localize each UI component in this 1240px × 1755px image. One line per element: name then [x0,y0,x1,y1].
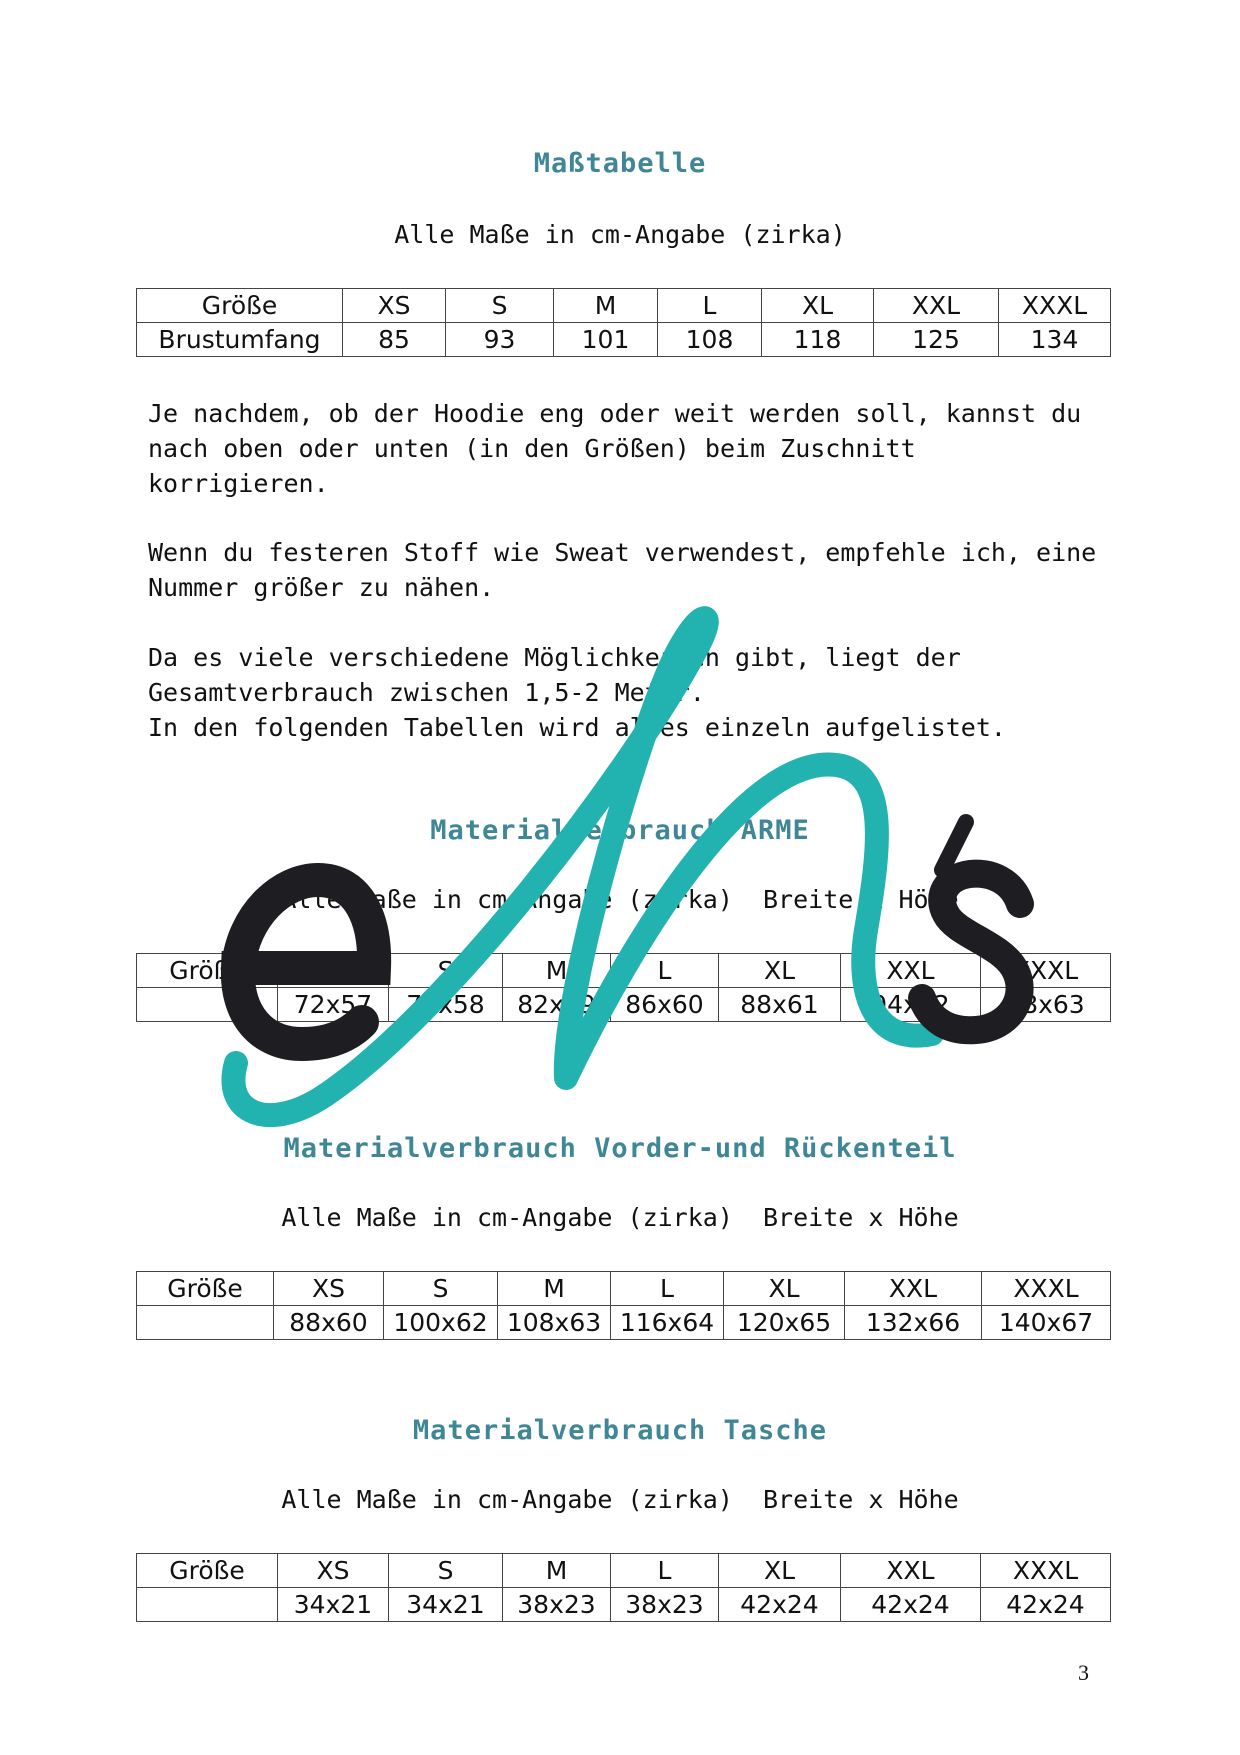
value-cell: 38x23 [503,1588,611,1622]
size-cell: XL [719,1554,841,1588]
size-cell: XXXL [981,954,1111,988]
value-cell: 93 [446,323,554,357]
table-row [137,323,1111,357]
size-cell: XL [762,289,874,323]
table-header-row [137,1554,1111,1588]
size-cell: L [611,1554,719,1588]
note-paragraph-total [148,640,1128,745]
size-cell: XL [719,954,841,988]
page-number: 3 [1078,1660,1089,1685]
note-paragraph-fit [148,396,1128,501]
value-cell: 116x64 [611,1306,724,1340]
value-cell: 34x21 [389,1588,503,1622]
value-cell: 88x60 [274,1306,384,1340]
table-header-row [137,1272,1111,1306]
value-cell: 76x58 [389,988,503,1022]
note-line: In den folgenden Tabellen wird alles einzeln aufgelistet. [148,713,1006,742]
size-cell: S [389,1554,503,1588]
size-header-label: Größe [137,1272,274,1306]
size-cell: XS [278,954,389,988]
tasche-title: Materialverbrauch Tasche [412,1415,828,1446]
size-cell: XXXL [982,1272,1111,1306]
tasche-subtitle: Alle Maße in cm-Angabe (zirka) Breite x Höhe [281,1485,959,1514]
table-row [137,988,1111,1022]
tasche-table [136,1553,1111,1622]
size-cell: L [658,289,762,323]
size-cell: XXL [841,954,981,988]
size-cell: XS [274,1272,384,1306]
note-line: Wenn du festeren Stoff wie Sweat verwendest, empfehle ich, eine [148,538,1097,567]
size-cell: XXXL [999,289,1111,323]
value-cell: 88x61 [719,988,841,1022]
note-paragraph-fabric [148,535,1128,605]
row-label [137,1306,274,1340]
table-header-row [137,289,1111,323]
value-cell: 34x21 [278,1588,389,1622]
value-cell: 101 [554,323,658,357]
size-cell: L [611,1272,724,1306]
size-cell: S [446,289,554,323]
value-cell: 132x66 [845,1306,982,1340]
size-cell: XS [343,289,446,323]
value-cell: 82x59 [503,988,611,1022]
note-line: Gesamtverbrauch zwischen 1,5-2 Meter. [148,678,705,707]
size-header-label: Größe [137,954,278,988]
note-line: korrigieren. [148,469,329,498]
value-cell: 42x24 [981,1588,1111,1622]
value-cell: 94x62 [841,988,981,1022]
value-cell: 125 [874,323,999,357]
value-cell: 108 [658,323,762,357]
size-cell: S [389,954,503,988]
size-cell: M [503,954,611,988]
note-line: Da es viele verschiedene Möglichkeiten gibt, liegt der [148,643,961,672]
size-header-label: Größe [137,289,343,323]
value-cell: 108x63 [498,1306,611,1340]
size-cell: XXXL [981,1554,1111,1588]
row-label [137,1588,278,1622]
value-cell: 134 [999,323,1111,357]
size-cell: S [384,1272,498,1306]
note-line: Je nachdem, ob der Hoodie eng oder weit werden soll, kannst du [148,399,1082,428]
size-cell: XXL [841,1554,981,1588]
size-chart-table [136,288,1111,357]
size-chart-subtitle: Alle Maße in cm-Angabe (zirka) [394,220,846,249]
row-label [137,988,278,1022]
vorder-subtitle: Alle Maße in cm-Angabe (zirka) Breite x Höhe [281,1203,959,1232]
arme-table [136,953,1111,1022]
table-row [137,1306,1111,1340]
value-cell: 42x24 [841,1588,981,1622]
value-cell: 140x67 [982,1306,1111,1340]
value-cell: 42x24 [719,1588,841,1622]
size-cell: M [498,1272,611,1306]
size-cell: XS [278,1554,389,1588]
vorder-table [136,1271,1111,1340]
size-header-label: Größe [137,1554,278,1588]
size-cell: M [503,1554,611,1588]
size-cell: XL [724,1272,845,1306]
arme-subtitle: Alle Maße in cm-Angabe (zirka) Breite x Höhe [281,885,959,914]
value-cell: 118 [762,323,874,357]
note-line: nach oben oder unten (in den Größen) beim Zuschnitt [148,434,916,463]
value-cell: 120x65 [724,1306,845,1340]
note-line: Nummer größer zu nähen. [148,573,495,602]
value-cell: 72x57 [278,988,389,1022]
table-header-row [137,954,1111,988]
size-cell: XXL [845,1272,982,1306]
arme-title: Materialverbrauch ARME [430,815,810,846]
size-cell: M [554,289,658,323]
value-cell: 100x62 [384,1306,498,1340]
size-chart-title: Maßtabelle [533,148,707,179]
value-cell: 98x63 [981,988,1111,1022]
size-cell: L [611,954,719,988]
value-cell: 85 [343,323,446,357]
vorder-title: Materialverbrauch Vorder-und Rückenteil [283,1133,957,1164]
size-cell: XXL [874,289,999,323]
value-cell: 38x23 [611,1588,719,1622]
value-cell: 86x60 [611,988,719,1022]
row-label: Brustumfang [137,323,343,357]
table-row [137,1588,1111,1622]
